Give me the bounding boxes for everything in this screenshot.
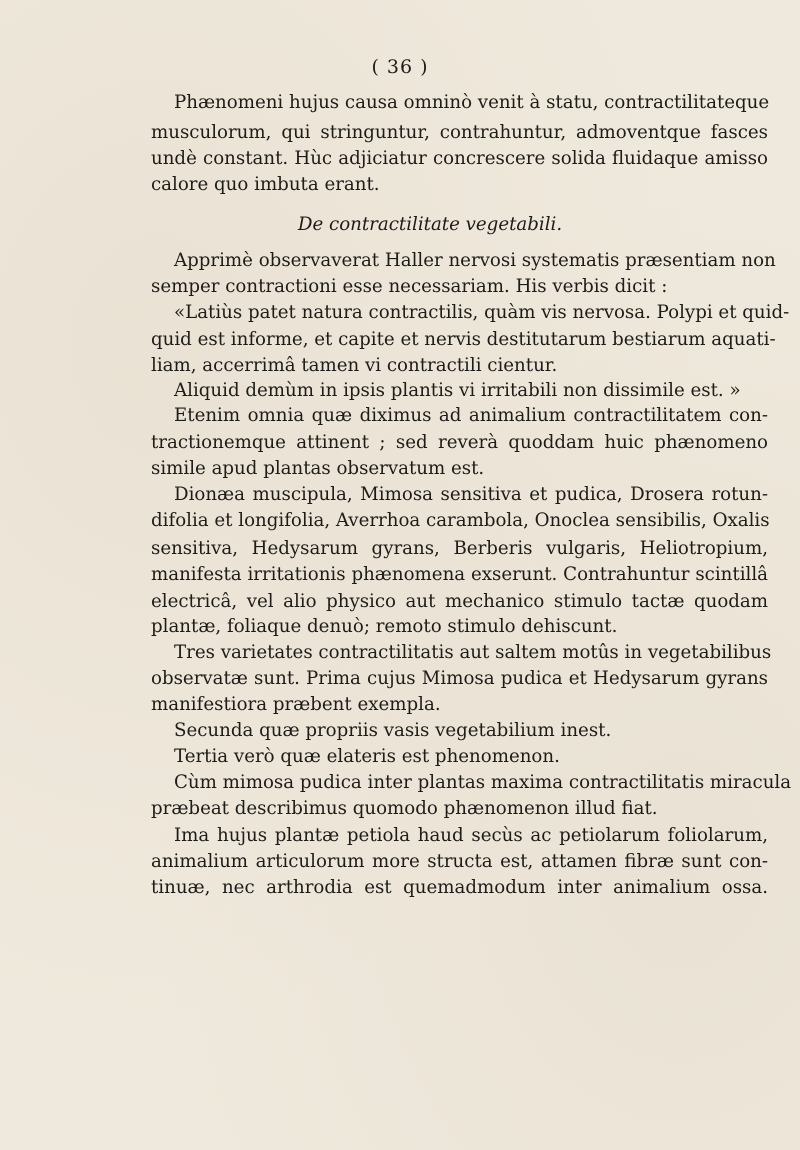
text-line: Etenim omnia quæ diximus ad animalium contractilitatem con- [174,405,768,426]
text-line: sensitiva, Hedysarum gyrans, Berberis vulgaris, Heliotropium, [151,538,768,559]
text-line: quid est informe, et capite et nervis destitutarum bestiarum aquati- [151,329,776,350]
text-line: difolia et longifolia, Averrhoa carambola, Onoclea sensibilis, Oxalis [151,510,770,531]
text-line: Ima hujus plantæ petiola haud secùs ac petiolarum foliolarum, [174,825,768,846]
text-line: manifestiora præbent exempla. [151,694,441,715]
text-line: tinuæ, nec arthrodia est quemadmodum inter animalium ossa. [151,877,768,898]
text-line: Tertia verò quæ elateris est phenomenon. [174,746,560,767]
section-heading: De contractilitate vegetabili. [297,214,563,235]
text-line: plantæ, foliaque denuò; remoto stimulo dehiscunt. [151,616,618,637]
text-line: Dionæa muscipula, Mimosa sensitiva et pudica, Drosera rotun- [174,484,768,505]
text-line: «Latiùs patet natura contractilis, quàm vis nervosa. Polypi et quid- [174,302,790,323]
text-line: Tres varietates contractilitatis aut saltem motûs in vegetabilibus [174,642,772,663]
text-line: Apprimè observaverat Haller nervosi systematis præsentiam non [174,250,776,271]
text-line: liam, accerrimâ tamen vi contractili cientur. [151,355,558,376]
text-line: calore quo imbuta erant. [151,174,380,195]
text-line: Cùm mimosa pudica inter plantas maxima contractilitatis miracula [174,772,792,793]
page-number: ( 36 ) [371,56,429,78]
text-line: animalium articulorum more structa est, attamen fibræ sunt con- [151,851,768,872]
text-line: semper contractioni esse necessariam. His verbis dicit : [151,276,668,297]
text-line: observatæ sunt. Prima cujus Mimosa pudica et Hedysarum gyrans [151,668,768,689]
text-line: Aliquid demùm in ipsis plantis vi irritabili non dissimile est. » [174,380,741,401]
text-line: tractionemque attinent ; sed reverà quoddam huic phænomeno [151,432,768,453]
text-line: musculorum, qui stringuntur, contrahuntur, admoventque fasces [151,122,768,143]
text-line: electricâ, vel alio physico aut mechanico stimulo tactæ quodam [151,591,768,612]
text-line: Phænomeni hujus causa omninò venit à statu, contractilitateque [174,92,770,113]
text-line: præbeat describimus quomodo phænomenon illud fiat. [151,798,658,819]
text-line: simile apud plantas observatum est. [151,458,485,479]
text-line: undè constant. Hùc adjiciatur concrescere solida fluidaque amisso [151,148,768,169]
text-line: manifesta irritationis phænomena exserunt. Contrahuntur scintillâ [151,564,768,585]
text-line: Secunda quæ propriis vasis vegetabilium inest. [174,720,612,741]
